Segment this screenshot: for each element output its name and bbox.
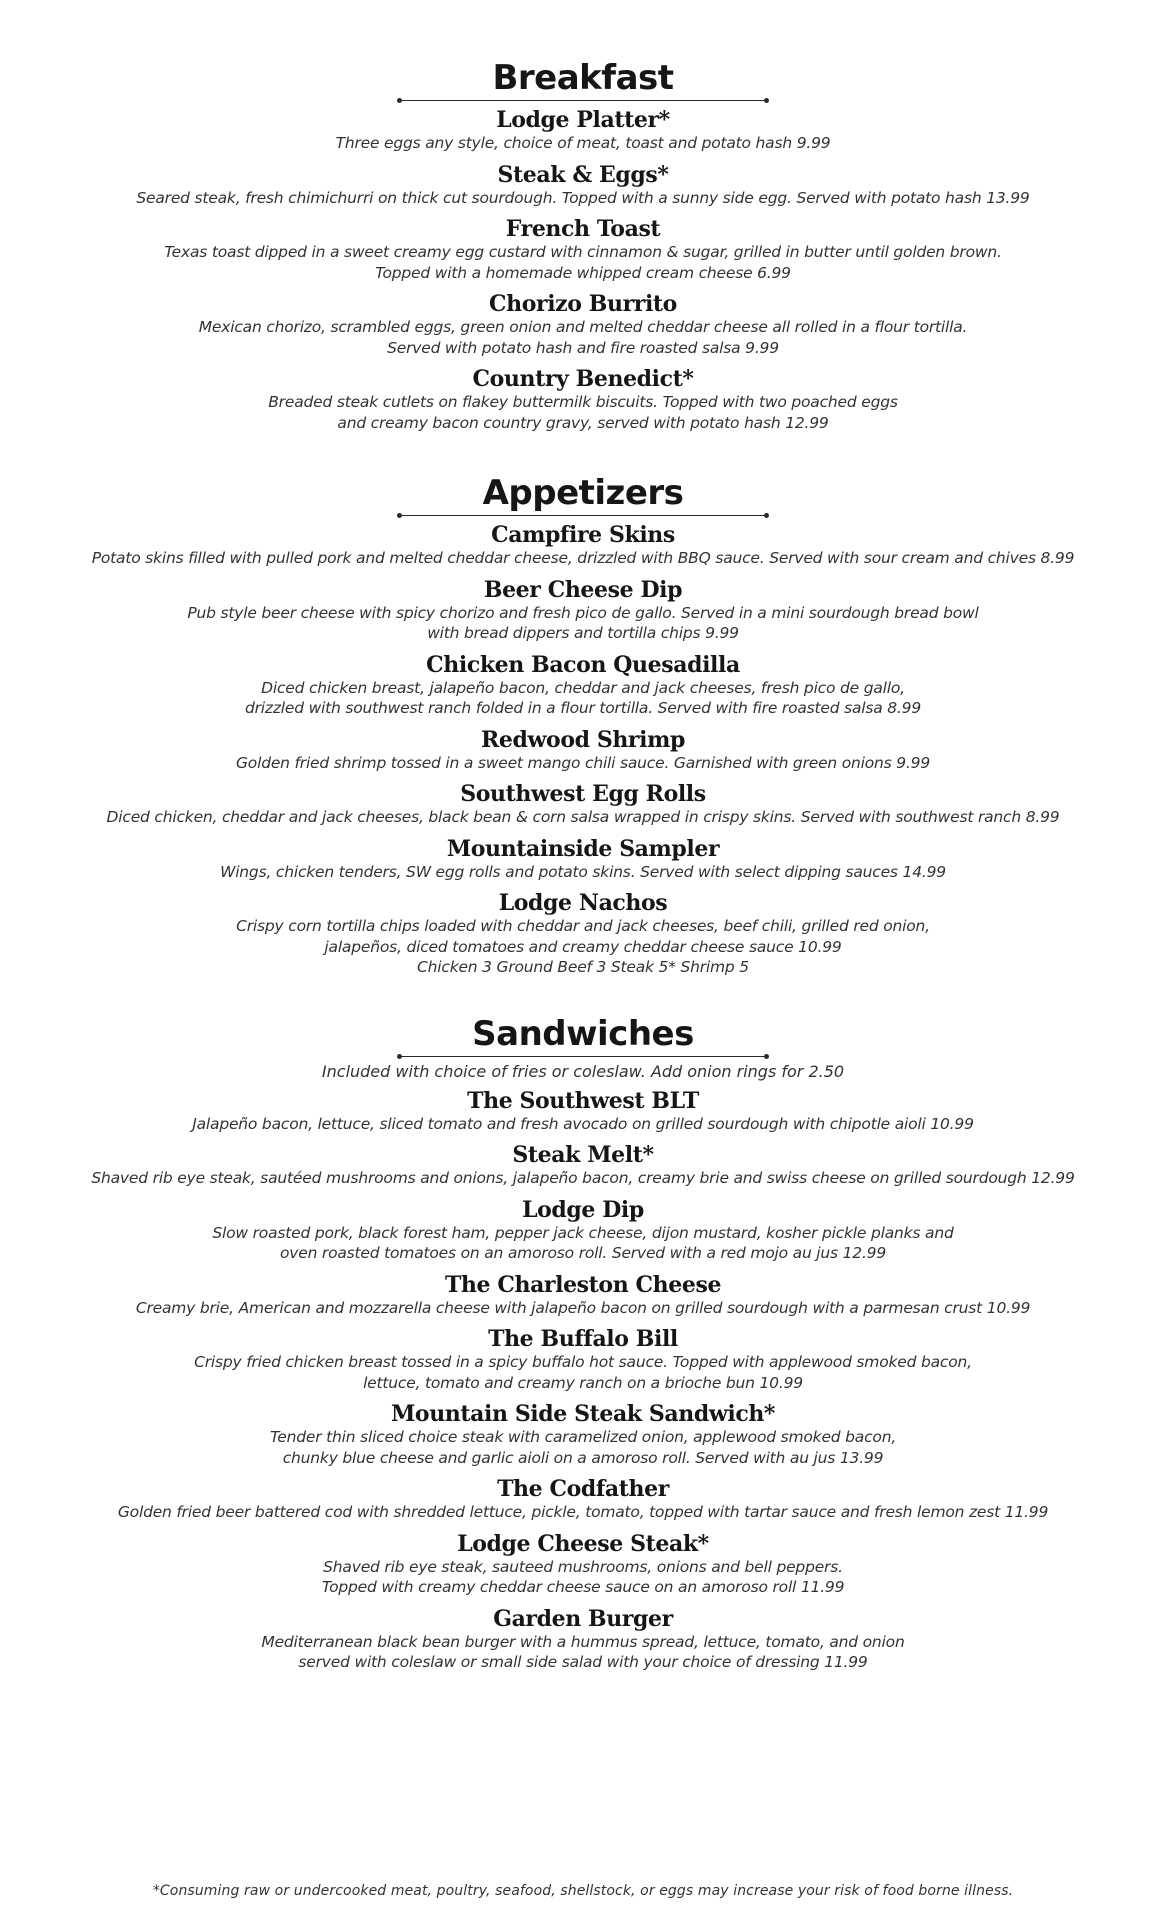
menu-item-description: Seared steak, fresh chimichurri on thick cut sourdough. Topped with a sunny side egg. Served with potato hash 13.99 (136, 188, 1030, 207)
menu-item-name: The Charleston Cheese (444, 1271, 722, 1298)
menu-item-name: Mountain Side Steak Sandwich* (390, 1401, 776, 1427)
menu-item-description: Shaved rib eye steak, sautéed mushrooms and onions, jalapeño bacon, creamy brie and swiss cheese on grilled sourdough 12.99 (91, 1169, 1075, 1187)
menu-item-description: Crispy fried chicken breast tossed in a spicy buffalo hot sauce. Topped with applewood smoked bacon, lettuce, tomato and creamy ranch on a brioche bun 10.99 (194, 1353, 972, 1392)
menu-item-name: Garden Burger (493, 1605, 673, 1632)
menu-item-name: Country Benedict* (472, 366, 694, 392)
menu-item (0, 522, 1166, 569)
food-safety-disclaimer: *Consuming raw or undercooked meat, poultry, seafood, shellstock, or eggs may increase your risk of food borne illness. (152, 1883, 1014, 1899)
section-title-appetizers: Appetizers (482, 473, 684, 513)
menu-item (0, 1476, 1166, 1523)
menu-item (0, 291, 1166, 358)
menu-item-name: Chicken Bacon Quesadilla (426, 651, 740, 678)
menu-item (0, 652, 1166, 719)
menu-item-name: Lodge Platter* (496, 107, 670, 133)
menu-item (0, 366, 1166, 433)
menu-item (0, 727, 1166, 774)
menu-item-description: Texas toast dipped in a sweet creamy egg custard with cinnamon & sugar, grilled in butter until golden brown. Topped with a homemade whipped cream cheese 6.99 (164, 243, 1002, 282)
section-title-sandwiches: Sandwiches (472, 1013, 694, 1054)
menu-item-name: French Toast (505, 216, 661, 242)
menu-item (0, 216, 1166, 283)
menu-item-name: Steak Melt* (512, 1142, 654, 1168)
menu-item-description: Mediterranean black bean burger with a hummus spread, lettuce, tomato, and onion served with coleslaw or small side salad with your choice of dressing 11.99 (261, 1632, 905, 1671)
menu-item (0, 577, 1166, 644)
menu-item-description: Wings, chicken tenders, SW egg rolls and potato skins. Served with select dipping sauces 14.99 (220, 862, 946, 881)
menu-item-name: The Buffalo Bill (488, 1326, 678, 1352)
menu-item-description: Pub style beer cheese with spicy chorizo and fresh pico de gallo. Served in a mini sourdough bread bowl with bread dippers and tortilla chips 9.99 (187, 603, 979, 642)
menu-item-description: Golden fried beer battered cod with shredded lettuce, pickle, tomato, topped with tartar sauce and fresh lemon zest 11.99 (117, 1503, 1049, 1521)
menu-item-description: Shaved rib eye steak, sauteed mushrooms, onions and bell peppers. Topped with creamy cheddar cheese sauce on an amoroso roll 11.99 (321, 1557, 845, 1596)
menu-item-description: Golden fried shrimp tossed in a sweet mango chili sauce. Garnished with green onions 9.99 (236, 753, 930, 772)
menu-item-name: Campfire Skins (491, 522, 675, 548)
sandwiches-section (0, 1014, 1166, 1673)
menu-item-name: Mountainside Sampler (446, 835, 720, 862)
menu-item (0, 890, 1166, 978)
menu-item-description: Potato skins filled with pulled pork and melted cheddar cheese, drizzled with BBQ sauce. Served with sour cream and chives 8.99 (91, 549, 1075, 567)
section-divider (399, 1056, 767, 1057)
menu-item-description: Crispy corn tortilla chips loaded with cheddar and jack cheeses, beef chili, grilled red onion, jalapeños, diced tomatoes and creamy cheddar cheese sauce 10.99 Chicken 3 Ground Beef 3 Steak 5* Shrimp 5 (236, 917, 930, 976)
breakfast-section (0, 58, 1166, 433)
menu-item (0, 836, 1166, 883)
menu-item-name: Lodge Nachos (498, 890, 668, 916)
menu-item-name: Chorizo Burrito (489, 291, 677, 317)
menu-item-description: Tender thin sliced choice steak with caramelized onion, applewood smoked bacon, chunky blue cheese and garlic aioli on a amoroso roll. Served with au jus 13.99 (269, 1428, 897, 1467)
menu-item (0, 1606, 1166, 1673)
menu-item-name: Steak & Eggs* (497, 161, 669, 188)
menu-item-name: The Codfather (497, 1476, 669, 1502)
menu-item-description: Mexican chorizo, scrambled eggs, green onion and melted cheddar cheese all rolled in a flour tortilla. Served with potato hash and fire roasted salsa 9.99 (198, 318, 968, 357)
menu-item (0, 1531, 1166, 1598)
menu-item (0, 1088, 1166, 1135)
menu-item-description: Breaded steak cutlets on flakey buttermilk biscuits. Topped with two poached eggs and creamy bacon country gravy, served with potato hash 12.99 (268, 393, 898, 432)
menu-item (0, 1401, 1166, 1468)
menu-item-name: Redwood Shrimp (481, 726, 685, 753)
menu-item (0, 1326, 1166, 1393)
section-note: Included with choice of fries or coleslaw. Add onion rings for 2.50 (321, 1061, 845, 1081)
section-title-breakfast: Breakfast (492, 58, 674, 98)
menu-item (0, 162, 1166, 209)
menu-item-description: Creamy brie, American and mozzarella cheese with jalapeño bacon on grilled sourdough with a parmesan crust 10.99 (135, 1298, 1031, 1317)
menu-item-description: Diced chicken, cheddar and jack cheeses, black bean & corn salsa wrapped in crispy skins. Served with southwest ranch 8.99 (106, 808, 1060, 826)
menu-item (0, 107, 1166, 154)
menu-item (0, 1142, 1166, 1189)
appetizers-section (0, 473, 1166, 978)
section-divider (399, 100, 767, 101)
menu-item-name: Southwest Egg Rolls (460, 781, 706, 807)
menu-item-description: Three eggs any style, choice of meat, toast and potato hash 9.99 (335, 134, 831, 152)
menu-item-name: Beer Cheese Dip (483, 576, 683, 603)
section-spacer (0, 978, 1166, 1014)
menu-item-name: Lodge Cheese Steak* (457, 1530, 709, 1557)
menu-item (0, 1197, 1166, 1264)
menu-item-name: The Southwest BLT (467, 1087, 699, 1114)
menu-item (0, 781, 1166, 828)
menu-item (0, 1272, 1166, 1319)
menu-item-description: Slow roasted pork, black forest ham, pepper jack cheese, dijon mustard, kosher pickle planks and oven roasted tomatoes on an amoroso roll. Served with a red mojo au jus 12.99 (212, 1223, 954, 1262)
menu-item-description: Diced chicken breast, jalapeño bacon, cheddar and jack cheeses, fresh pico de gallo, drizzled with southwest ranch folded in a flour tortilla. Served with fire roasted salsa 8.99 (244, 678, 921, 717)
menu-item-name: Lodge Dip (522, 1196, 644, 1223)
menu-item-description: Jalapeño bacon, lettuce, sliced tomato and fresh avocado on grilled sourdough with chipotle aioli 10.99 (192, 1114, 974, 1133)
section-spacer (0, 433, 1166, 473)
section-divider (399, 515, 767, 516)
